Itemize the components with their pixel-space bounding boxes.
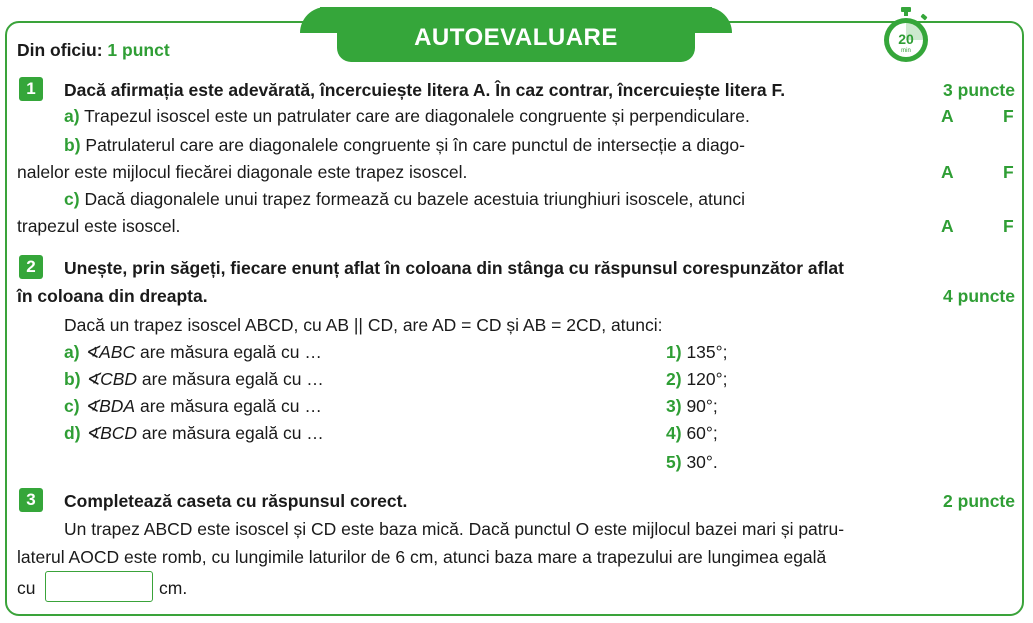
- ex2-left-item[interactable]: a) ∢ABC are măsura egală cu …: [64, 342, 322, 362]
- exercise-1-statement: Dacă afirmația este adevărată, încercuiește litera A. În caz contrar, încercuiește litera F.: [64, 80, 786, 100]
- ex1-b-option-A[interactable]: A: [941, 162, 954, 182]
- exercise-2-statement-line2: în coloana din dreapta.: [17, 286, 208, 306]
- ex1-item-c-line1: c) Dacă diagonalele unui trapez formează cu bazele acestuia triunghiuri isoscele, atunci: [64, 189, 745, 209]
- answer-input-box[interactable]: [45, 571, 153, 602]
- ex1-a-option-A[interactable]: A: [941, 106, 954, 126]
- exercise-number-3: 3: [19, 488, 43, 512]
- timer-unit: min: [901, 48, 911, 54]
- ex1-item-c-line2: trapezul este isoscel.: [17, 216, 181, 236]
- ex2-left-item[interactable]: c) ∢BDA are măsura egală cu …: [64, 396, 322, 416]
- din-oficiu-value: 1 punct: [107, 40, 170, 60]
- ex1-item-b-line2: nalelor este mijlocul fiecărei diagonale este trapez isoscel.: [17, 162, 468, 182]
- ex2-left-item[interactable]: b) ∢CBD are măsura egală cu …: [64, 369, 324, 389]
- din-oficiu-label: Din oficiu:: [17, 40, 103, 60]
- ex2-right-item[interactable]: 4) 60°;: [666, 423, 718, 443]
- ex3-text-line1: Un trapez ABCD este isoscel și CD este baza mică. Dacă punctul O este mijlocul bazei mari și patru-: [64, 519, 845, 539]
- page-title: AUTOEVALUARE: [337, 14, 695, 62]
- exercise-3-points: 2 puncte: [943, 491, 1015, 511]
- ex1-b-option-F[interactable]: F: [1003, 162, 1014, 182]
- stopwatch-icon: [877, 6, 935, 64]
- exercise-2-points: 4 puncte: [943, 286, 1015, 306]
- timer-value: 20: [898, 31, 914, 47]
- ex2-right-item[interactable]: 1) 135°;: [666, 342, 728, 362]
- exercise-3-statement: Completează caseta cu răspunsul corect.: [64, 491, 408, 511]
- ex1-item-a: a) Trapezul isoscel este un patrulater care are diagonalele congruente și perpendiculare.: [64, 106, 750, 126]
- exercise-1-points: 3 puncte: [943, 80, 1015, 100]
- ex1-c-option-A[interactable]: A: [941, 216, 954, 236]
- ex3-text-line2: laterul AOCD este romb, cu lungimile laturilor de 6 cm, atunci baza mare a trapezului are lungimea egală: [17, 547, 827, 567]
- ex2-intro: Dacă un trapez isoscel ABCD, cu AB || CD, are AD = CD și AB = 2CD, atunci:: [64, 315, 663, 335]
- ex1-item-b-line1: b) Patrulaterul care are diagonalele congruente și în care punctul de intersecție a diago-: [64, 135, 745, 155]
- ex3-prefix: cu: [17, 578, 36, 598]
- ex2-right-item[interactable]: 2) 120°;: [666, 369, 728, 389]
- ex2-right-item[interactable]: 3) 90°;: [666, 396, 718, 416]
- ex1-a-option-F[interactable]: F: [1003, 106, 1014, 126]
- ex2-right-item[interactable]: 5) 30°.: [666, 452, 718, 472]
- ex2-left-item[interactable]: d) ∢BCD are măsura egală cu …: [64, 423, 324, 443]
- ex3-suffix: cm.: [159, 578, 188, 598]
- exercise-number-1: 1: [19, 77, 43, 101]
- din-oficiu: [17, 38, 170, 62]
- exercise-2-statement-line1: Unește, prin săgeți, fiecare enunț aflat în coloana din stânga cu răspunsul corespunzător aflat: [64, 258, 844, 278]
- ex1-c-option-F[interactable]: F: [1003, 216, 1014, 236]
- exercise-number-2: 2: [19, 255, 43, 279]
